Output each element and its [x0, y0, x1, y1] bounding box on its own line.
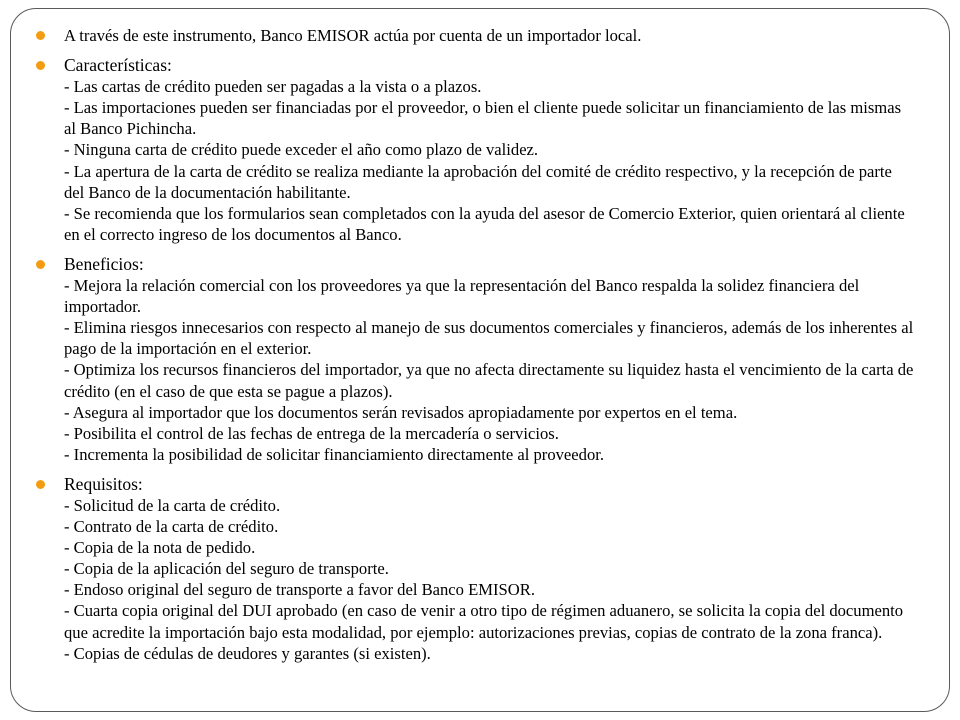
slide-content [36, 25, 916, 673]
bullet-item [36, 254, 916, 465]
bullet-line: A través de este instrumento, Banco EMISOR actúa por cuenta de un importador local. [64, 26, 642, 45]
bullet-line: - Elimina riesgos innecesarios con respecto al manejo de sus documentos comerciales y financieros, además de los inherentes al pago de la importación en el exterior. [64, 318, 914, 359]
bullet-line: - Copia de la nota de pedido. [64, 538, 256, 558]
section-title: Beneficios: [64, 253, 144, 274]
bullet-line: - Posibilita el control de las fechas de entrega de la mercadería o servicios. [64, 423, 559, 443]
bullet-item [36, 55, 916, 245]
bullet-line: - Copia de la aplicación del seguro de transporte. [64, 559, 389, 579]
bullet-dot-icon [36, 260, 45, 269]
bullet-item [36, 25, 916, 46]
bullet-dot-icon [36, 31, 45, 40]
bullet-line: - Las importaciones pueden ser financiadas por el proveedor, o bien el cliente puede solicitar un financiamiento de las mismas al Banco Pichincha. [64, 98, 902, 139]
bullet-line: - Cuarta copia original del DUI aprobado (en caso de venir a otro tipo de régimen aduanero, se solicita la copia del documento que acredite la importación bajo esta modalidad, por ejemplo: autorizaciones previas, copias de contrato de la zona franca). [64, 601, 904, 642]
bullet-line: - Copias de cédulas de deudores y garantes (si existen). [64, 643, 431, 663]
section-title: Requisitos: [64, 473, 143, 494]
section-title: Características: [64, 55, 172, 76]
bullet-line: - Contrato de la carta de crédito. [64, 517, 279, 537]
bullet-line: - Optimiza los recursos financieros del importador, ya que no afecta directamente su liquidez hasta el vencimiento de la carta de crédito (en el caso de que esta se pague a plazos). [64, 360, 914, 401]
bullet-line: - Ninguna carta de crédito puede exceder el año como plazo de validez. [64, 140, 539, 160]
bullet-line: - La apertura de la carta de crédito se realiza mediante la aprobación del comité de crédito respectivo, y la recepción de parte del Banco de la documentación habilitante. [64, 161, 892, 202]
bullet-line: - Solicitud de la carta de crédito. [64, 495, 281, 515]
bullet-line: - Las cartas de crédito pueden ser pagadas a la vista o a plazos. [64, 77, 482, 97]
bullet-line: - Endoso original del seguro de transporte a favor del Banco EMISOR. [64, 580, 535, 600]
bullet-line: - Mejora la relación comercial con los proveedores ya que la representación del Banco respalda la solidez financiera del importador. [64, 276, 860, 317]
bullet-line: - Asegura al importador que los documentos serán revisados apropiadamente por expertos en el tema. [64, 402, 738, 422]
bullet-line: - Incrementa la posibilidad de solicitar financiamiento directamente al proveedor. [64, 444, 605, 464]
bullet-dot-icon [36, 480, 45, 489]
bullet-line: - Se recomienda que los formularios sean completados con la ayuda del asesor de Comercio Exterior, quien orientará al cliente en el correcto ingreso de los documentos al Banco. [64, 203, 905, 244]
bullet-dot-icon [36, 61, 45, 70]
bullet-item [36, 474, 916, 664]
